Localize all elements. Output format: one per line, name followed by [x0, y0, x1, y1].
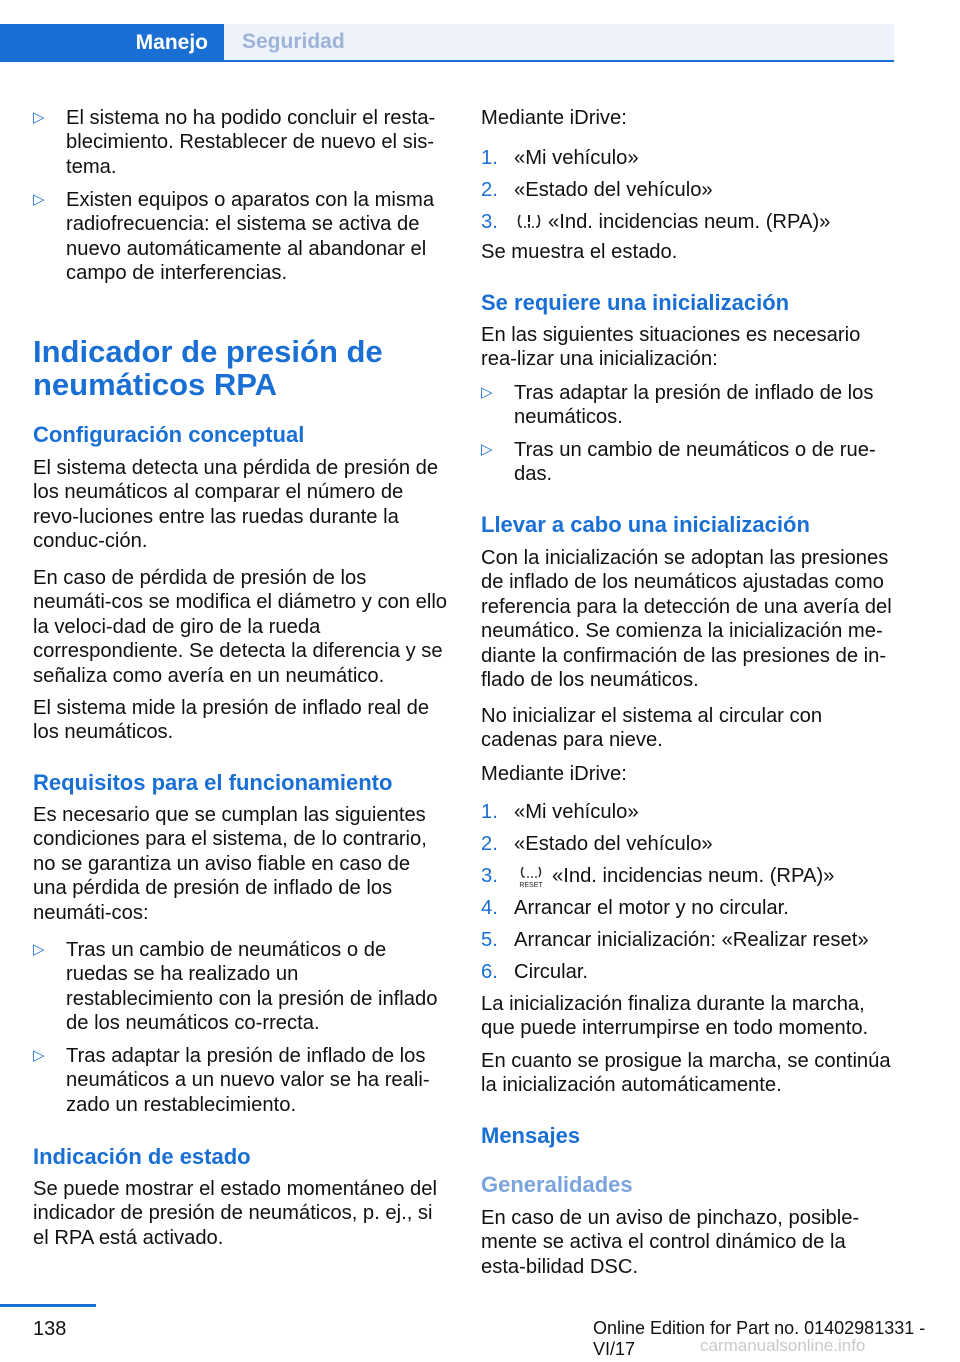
triangle-bullet-icon: ▷: [33, 191, 45, 208]
triangle-bullet-icon: ▷: [481, 384, 493, 401]
subsection-title: Requisitos para el funcionamiento: [33, 770, 393, 795]
list-item: 4. Arrancar el motor y no circular.: [481, 897, 789, 919]
list-item: 1. «Mi vehículo»: [481, 147, 639, 169]
paragraph: No inicializar el sistema al circular con cadenas para nieve.: [481, 705, 823, 752]
list-item: 2. «Estado del vehículo»: [481, 179, 713, 201]
paragraph: La inicialización finaliza durante la marcha, que puede interrumpirse en todo momento.: [481, 993, 869, 1040]
subsection-title: Llevar a cabo una inicialización: [481, 512, 810, 537]
list-item: 3. «Ind. incidencias neum. (RPA)»: [481, 211, 831, 233]
paragraph: Mediante iDrive:: [481, 107, 627, 129]
list-item: ▷ Tras un cambio de neumáticos o de ruedas se ha realizado un restablecimiento con la presión de inflado de los neumáticos co-rrecta.: [33, 939, 438, 1035]
triangle-bullet-icon: ▷: [33, 109, 45, 126]
triangle-bullet-icon: ▷: [481, 441, 493, 458]
list-item: ▷ Tras adaptar la presión de inflado de los neumáticos.: [481, 382, 874, 429]
subsection-title: Mensajes: [481, 1123, 581, 1148]
tire-reset-icon: [516, 865, 546, 889]
triangle-bullet-icon: ▷: [33, 941, 45, 958]
list-item: ▷ Existen equipos o aparatos con la misma radiofrecuencia: el sistema se activa de nuevo automáticamente al abandonar el campo de interferencias.: [33, 189, 435, 285]
tab-seguridad[interactable]: Seguridad: [224, 24, 894, 60]
list-item: 2. «Estado del vehículo»: [481, 833, 713, 855]
edition-note: Online Edition for Part no. 01402981331 - VI/17: [593, 1318, 926, 1359]
header-divider: [224, 60, 894, 62]
subsection-title: Se requiere una inicialización: [481, 290, 790, 315]
list-item: 3. RESET «Ind. incidencias neum. (RPA)»: [481, 865, 835, 889]
page-header: [0, 0, 960, 62]
subsection-title: Generalidades: [481, 1172, 633, 1197]
paragraph: Con la inicialización se adoptan las presiones de inflado de los neumáticos ajustadas como referencia para la detección de una avería del neumático. Se comienza la inicialización me-diante la confirmación de las presiones de in-flado de los neumáticos.: [481, 547, 892, 692]
paragraph: Se muestra el estado.: [481, 241, 678, 263]
subsection-title: Indicación de estado: [33, 1144, 251, 1169]
paragraph: En las siguientes situaciones es necesario rea-lizar una inicialización:: [481, 324, 861, 371]
list-item: 1. «Mi vehículo»: [481, 801, 639, 823]
paragraph: En caso de un aviso de pinchazo, posible-mente se activa el control dinámico de la esta-bilidad DSC.: [481, 1207, 860, 1278]
paragraph: En caso de pérdida de presión de los neumáti-cos se modifica el diámetro y con ello la veloci-dad de giro de la rueda correspondiente. Se detecta la diferencia y se señaliza como avería en un neumático.: [33, 567, 448, 687]
list-item: 6. Circular.: [481, 961, 589, 983]
tab-manejo[interactable]: Manejo: [0, 24, 224, 62]
watermark: carmanualsonline.info: [700, 1336, 866, 1355]
svg-text:RESET: RESET: [519, 881, 543, 889]
tire-warning-icon: [516, 212, 542, 234]
list-item: ▷ Tras adaptar la presión de inflado de los neumáticos a un nuevo valor se ha reali-zado un restablecimiento.: [33, 1045, 430, 1116]
paragraph: Es necesario que se cumplan las siguientes condiciones para el sistema, de lo contrario, no se garantiza un aviso fiable en caso de una pérdida de presión de inflado de los neumáti-cos:: [33, 804, 427, 924]
paragraph: El sistema mide la presión de inflado real de los neumáticos.: [33, 697, 430, 744]
triangle-bullet-icon: ▷: [33, 1047, 45, 1064]
list-item: ▷ Tras un cambio de neumáticos o de rue-das.: [481, 439, 876, 486]
paragraph: Mediante iDrive:: [481, 763, 627, 785]
list-item: 5. Arrancar inicialización: «Realizar reset»: [481, 929, 869, 951]
paragraph: El sistema detecta una pérdida de presión de los neumáticos al comparar el número de revo-luciones entre las ruedas durante la conduc-ción.: [33, 457, 439, 553]
page-number: 138: [33, 1318, 67, 1340]
footer-divider: [0, 1304, 96, 1307]
paragraph: En cuanto se prosigue la marcha, se continúa la inicialización automáticamente.: [481, 1050, 891, 1097]
paragraph: Se puede mostrar el estado momentáneo del indicador de presión de neumáticos, p. ej., si el RPA está activado.: [33, 1178, 437, 1249]
subsection-title: Configuración conceptual: [33, 422, 305, 447]
section-title: Indicador de presión de neumáticos RPA: [33, 334, 383, 402]
list-item: ▷ El sistema no ha podido concluir el resta-blecimiento. Restablecer de nuevo el sis-tema.: [33, 107, 436, 178]
